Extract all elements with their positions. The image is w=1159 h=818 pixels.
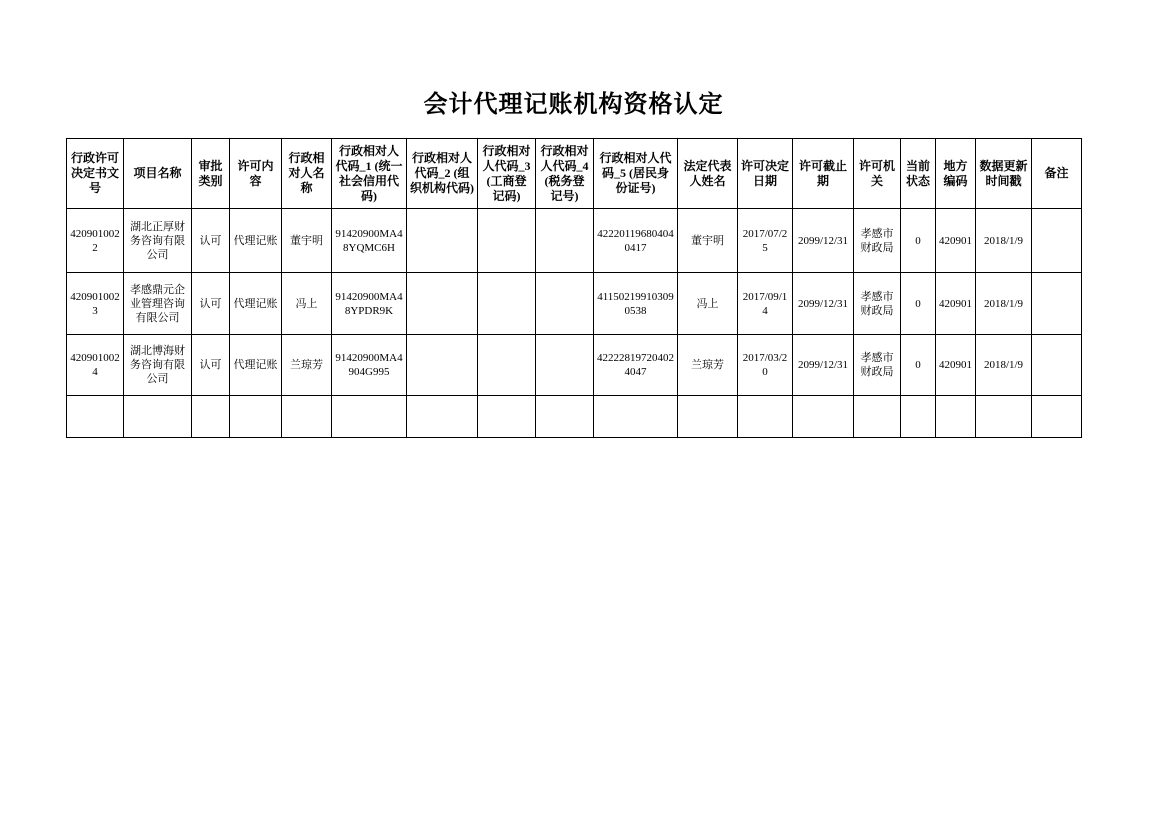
table-cell: 4209010022 [67,209,124,273]
table-row [67,209,1082,273]
table-cell: 2017/09/14 [738,273,793,335]
table-cell [793,396,854,438]
document-title: 会计代理记账机构资格认定 [423,92,724,118]
table-cell [407,209,478,273]
table-cell: 兰琼芳 [282,335,332,396]
table-cell: 冯上 [678,273,738,335]
column-header: 法定代表人姓名 [678,139,738,209]
table-cell [854,396,901,438]
table-cell: 认可 [192,335,230,396]
table-cell: 2017/07/25 [738,209,793,273]
table-cell: 91420900MA48YQMC6H [332,209,407,273]
table-cell: 4209010024 [67,335,124,396]
table-cell: 代理记账 [230,335,282,396]
table-cell: 4209010023 [67,273,124,335]
table-cell [976,396,1032,438]
column-header: 数据更新时间戳 [976,139,1032,209]
table-cell: 湖北博海财务咨询有限公司 [124,335,192,396]
table-cell: 代理记账 [230,273,282,335]
table-cell [1032,396,1082,438]
table-cell [738,396,793,438]
column-header: 项目名称 [124,139,192,209]
table-cell: 湖北正厚财务咨询有限公司 [124,209,192,273]
table-cell: 0 [901,335,936,396]
column-header: 行政许可决定书文号 [67,139,124,209]
column-header: 审批类别 [192,139,230,209]
table-cell: 411502199103090538 [594,273,678,335]
table-cell: 422201196804040417 [594,209,678,273]
column-header: 许可机关 [854,139,901,209]
table-cell: 91420900MA48YPDR9K [332,273,407,335]
table-cell: 0 [901,273,936,335]
table-cell: 孝感鼎元企业管理咨询有限公司 [124,273,192,335]
column-header: 许可决定日期 [738,139,793,209]
table-row [67,396,1082,438]
table-cell [332,396,407,438]
column-header: 行政相对人代码_1 (统一社会信用代码) [332,139,407,209]
table-cell [407,396,478,438]
column-header: 行政相对人代码_5 (居民身份证号) [594,139,678,209]
table-cell: 冯上 [282,273,332,335]
table-cell: 2099/12/31 [793,273,854,335]
table-row [67,273,1082,335]
table-cell [536,273,594,335]
table-cell: 认可 [192,273,230,335]
column-header: 备注 [1032,139,1082,209]
table-cell [594,396,678,438]
table-cell: 2018/1/9 [976,209,1032,273]
table-cell: 2099/12/31 [793,335,854,396]
header-row [67,139,1082,209]
table-cell [67,396,124,438]
table-cell [478,396,536,438]
table-cell [230,396,282,438]
records-table [66,138,1082,438]
table-cell [478,335,536,396]
table-cell: 2018/1/9 [976,273,1032,335]
table-row [67,335,1082,396]
table-cell: 420901 [936,209,976,273]
table-cell: 420901 [936,273,976,335]
table-cell: 兰琼芳 [678,335,738,396]
table-cell [901,396,936,438]
table-cell: 董宇明 [678,209,738,273]
table-cell: 0 [901,209,936,273]
table-body [67,209,1082,438]
column-header: 地方编码 [936,139,976,209]
column-header: 当前状态 [901,139,936,209]
table-cell [536,209,594,273]
column-header: 许可内容 [230,139,282,209]
table-cell: 董宇明 [282,209,332,273]
table-cell [282,396,332,438]
table-cell: 代理记账 [230,209,282,273]
table-cell [1032,335,1082,396]
table-cell: 2099/12/31 [793,209,854,273]
table-cell [407,335,478,396]
table-cell: 2017/03/20 [738,335,793,396]
table-cell [1032,273,1082,335]
table-cell: 认可 [192,209,230,273]
table-cell [536,396,594,438]
table-cell: 孝感市财政局 [854,209,901,273]
table-cell [192,396,230,438]
table-cell [478,273,536,335]
table-cell: 孝感市财政局 [854,335,901,396]
table-cell [124,396,192,438]
table-cell [407,273,478,335]
table-cell: 孝感市财政局 [854,273,901,335]
table-cell: 2018/1/9 [976,335,1032,396]
table-cell [1032,209,1082,273]
table-cell: 420901 [936,335,976,396]
column-header: 行政相对人代码_3 (工商登记码) [478,139,536,209]
table-cell [936,396,976,438]
table-cell [478,209,536,273]
column-header: 行政相对人名称 [282,139,332,209]
column-header: 行政相对人代码_4 (税务登记号) [536,139,594,209]
column-header: 许可截止期 [793,139,854,209]
column-header: 行政相对人代码_2 (组织机构代码) [407,139,478,209]
table-cell: 422228197204024047 [594,335,678,396]
table-cell: 91420900MA4904G995 [332,335,407,396]
table-cell [678,396,738,438]
table-cell [536,335,594,396]
